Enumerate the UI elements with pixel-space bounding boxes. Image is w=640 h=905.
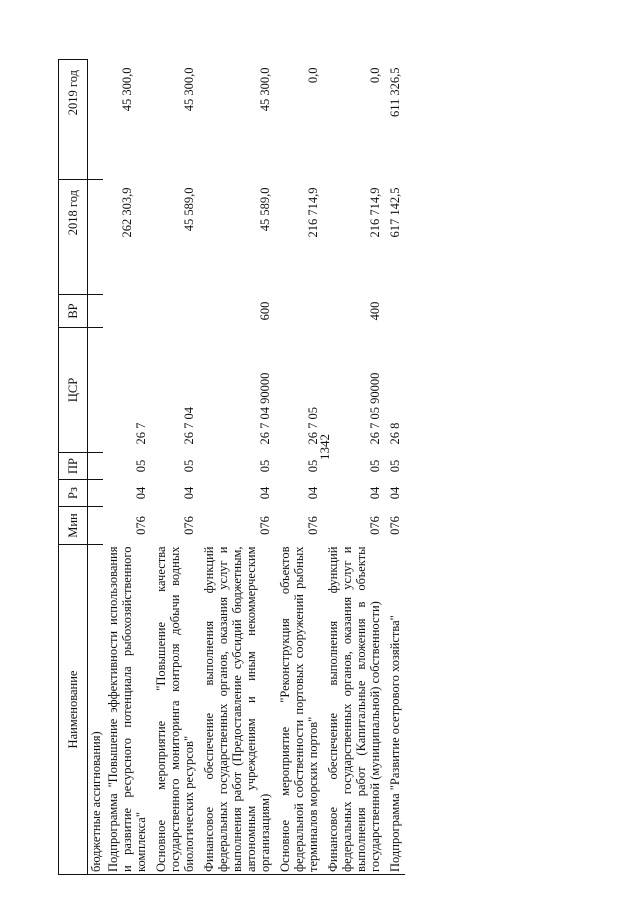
row-min: 076 [258, 516, 272, 535]
header-pr: ПР [59, 453, 88, 480]
continuation-row [88, 60, 104, 875]
row-name: Финансовое обеспечение выполнения функций федеральных государственных органов, оказания услуг и выполнения работ (Предоставление субсидий бюджетным, автономным учреждениям и иным некоммерческим организациям) [199, 545, 275, 875]
budget-table [58, 59, 405, 875]
row-vr: 600 [258, 301, 272, 321]
table-row [103, 60, 151, 875]
row-2018: 45 589,0 [182, 187, 196, 232]
row-2019: 45 300,0 [120, 67, 134, 112]
header-rz: Рз [59, 480, 88, 507]
row-2019: 0,0 [368, 67, 382, 84]
table-row [323, 60, 385, 875]
table-row [275, 60, 323, 875]
row-min: 076 [134, 516, 148, 535]
row-name: Финансовое обеспечение выполнения функций федеральных государственных органов, оказания услуг и выполнения работ (Капитальные вложения в объекты государственной (муниципальной) собственности) [323, 545, 385, 875]
row-2018: 216 714,9 [306, 187, 320, 238]
row-2019: 0,0 [306, 67, 320, 84]
row-2019: 45 300,0 [182, 67, 196, 112]
row-name: Подпрограмма "Повышение эффективности использования и развитие ресурсного потенциала рыбохозяйственного комплекса" [103, 545, 151, 875]
table-row [385, 60, 405, 875]
row-rz: 04 [258, 486, 272, 500]
header-csr: ЦСР [59, 328, 88, 453]
table-row [151, 60, 199, 875]
row-2018: 45 589,0 [258, 187, 272, 232]
row-pr: 05 [182, 459, 196, 473]
continuation-text: бюджетные ассигнования) [88, 545, 104, 875]
row-rz: 04 [134, 486, 148, 500]
page-number: 1342 [317, 434, 332, 460]
header-2019: 2019 год [59, 60, 88, 180]
row-csr: 26 8 [388, 422, 402, 445]
row-rz: 04 [368, 486, 382, 500]
row-vr [385, 295, 405, 328]
row-pr: 05 [388, 459, 402, 473]
row-name: Подпрограмма "Развитие осетрового хозяйства" [385, 545, 405, 875]
row-csr: 26 7 [134, 422, 148, 445]
row-csr: 26 7 04 90000 [258, 372, 272, 445]
table-header-row [59, 60, 88, 875]
row-pr: 05 [258, 459, 272, 473]
row-2018: 216 714,9 [368, 187, 382, 238]
row-rz: 04 [388, 486, 402, 500]
header-vr: ВР [59, 295, 88, 328]
row-vr [275, 295, 323, 328]
row-csr: 26 7 04 [182, 407, 196, 445]
row-min: 076 [388, 516, 402, 535]
row-csr: 26 7 05 [306, 407, 320, 445]
header-name: Наименование [59, 545, 88, 875]
row-rz: 04 [182, 486, 196, 500]
table-row [199, 60, 275, 875]
row-pr: 05 [134, 459, 148, 473]
row-rz: 04 [306, 486, 320, 500]
row-pr: 05 [368, 459, 382, 473]
row-2018: 617 142,5 [388, 187, 402, 238]
row-min: 076 [368, 516, 382, 535]
row-2019: 611 326,5 [388, 67, 402, 118]
row-min: 076 [306, 516, 320, 535]
row-name: Основное мероприятие "Повышение качества государственного мониторинга контроля добычи водных биологических ресурсов" [151, 545, 199, 875]
header-min: Мин [59, 507, 88, 545]
row-2019: 45 300,0 [258, 67, 272, 112]
row-name: Основное мероприятие "Реконструкция объектов федеральной собственности портовых сооружений рыбных терминалов морских портов" [275, 545, 323, 875]
row-vr: 400 [368, 301, 382, 321]
row-vr [103, 295, 151, 328]
row-pr: 05 [306, 459, 320, 473]
rotated-page-content [58, 25, 618, 875]
header-2018: 2018 год [59, 180, 88, 295]
row-2018: 262 303,9 [120, 187, 134, 238]
row-csr: 26 7 05 90000 [368, 372, 382, 445]
row-vr [151, 295, 199, 328]
row-min: 076 [182, 516, 196, 535]
